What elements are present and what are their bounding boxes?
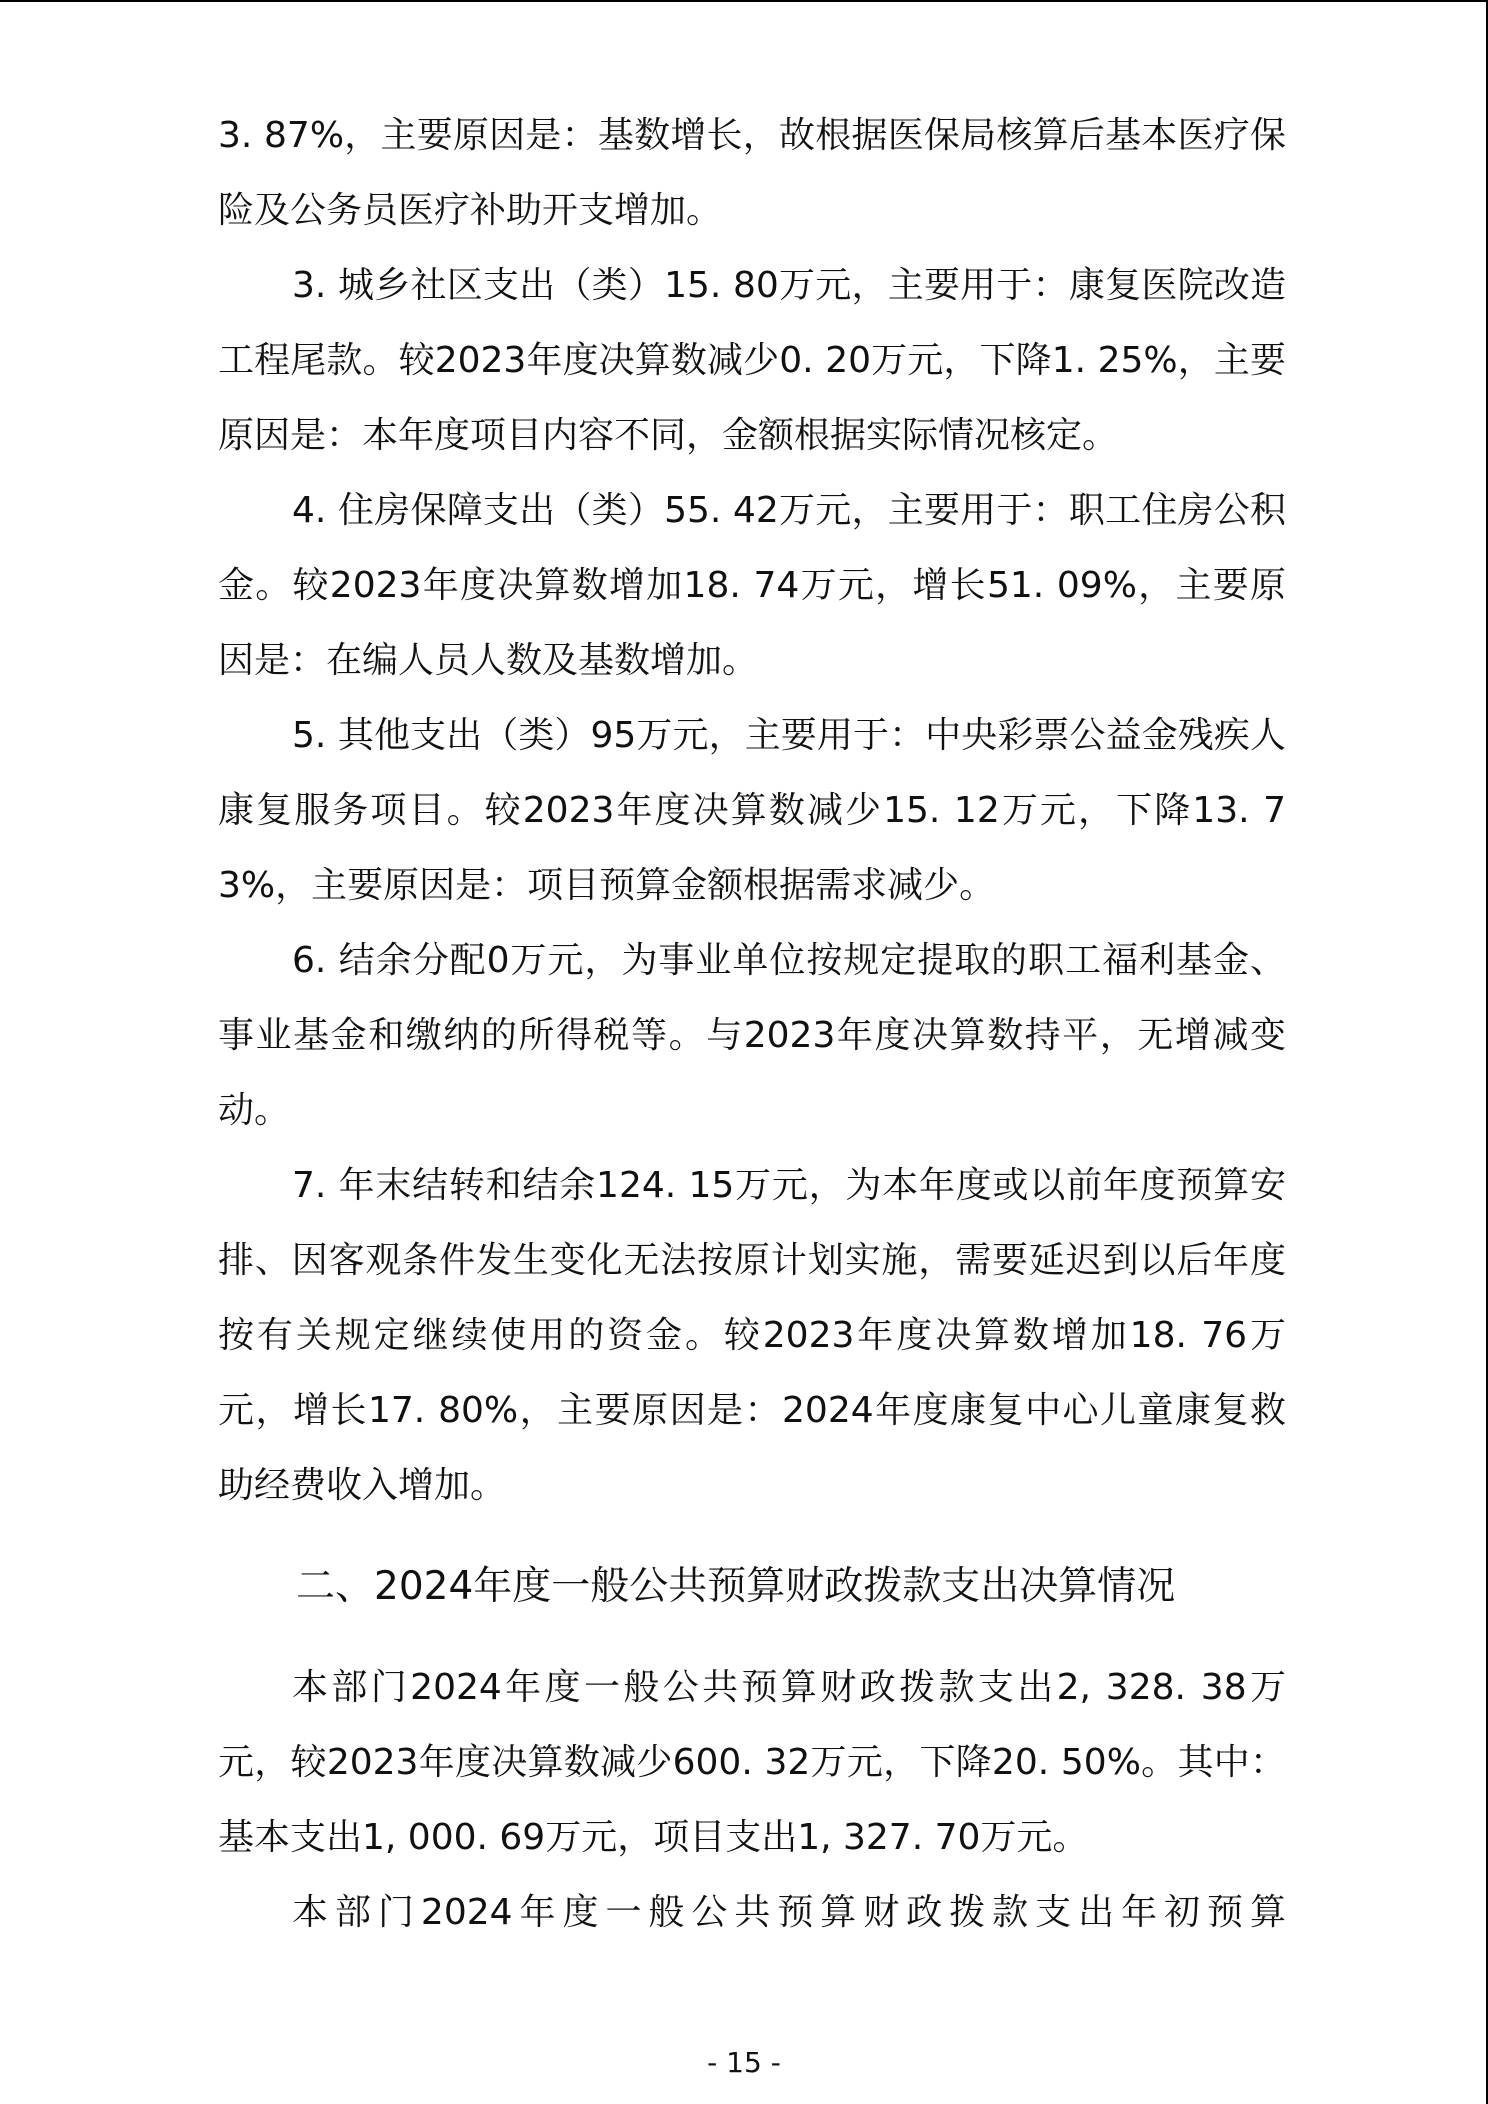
paragraph-surplus-distribution: 6. 结余分配0万元，为事业单位按规定提取的职工福利基金、事业基金和缴纳的所得税等。与2023年度决算数持平，无增减变动。 xyxy=(218,940,1286,1131)
page-border-top xyxy=(0,0,1488,2)
paragraph-urban-rural-community: 3. 城乡社区支出（类）15. 80万元，主要用于：康复医院改造工程尾款。较2023年度决算数减少0. 20万元，下降1. 25%，主要原因是：本年度项目内容不同，金额根据实际情况核定。 xyxy=(218,265,1286,456)
section-heading: 二、2024年度一般公共预算财政拨款支出决算情况 xyxy=(296,1564,1176,1609)
paragraph-continued: 3. 87%，主要原因是：基数增长，故根据医保局核算后基本医疗保险及公务员医疗补助开支增加。 xyxy=(218,115,1286,231)
paragraph-year-end-carryover: 7. 年末结转和结余124. 15万元，为本年度或以前年度预算安排、因客观条件发生变化无法按原计划实施，需要延迟到以后年度按有关规定继续使用的资金。较2023年度决算数增加18. 76万元，增长17. 80%，主要原因是：2024年度康复中心儿童康复救助经费收入增加。 xyxy=(218,1165,1286,1506)
paragraph-general-budget-expenditure: 本部门2024年度一般公共预算财政拨款支出2, 328. 38万元，较2023年度决算数减少600. 32万元，下降20. 50%。其中：基本支出1, 000. 69万元，项目支出1, 327. 70万元。 xyxy=(218,1667,1286,1858)
paragraph-housing-security: 4. 住房保障支出（类）55. 42万元，主要用于：职工住房公积金。较2023年度决算数增加18. 74万元，增长51. 09%，主要原因是：在编人员人数及基数增加。 xyxy=(218,490,1286,681)
page-number: - 15 - xyxy=(707,2046,781,2079)
paragraph-other-expenditure: 5. 其他支出（类）95万元，主要用于：中央彩票公益金残疾人康复服务项目。较2023年度决算数减少15. 12万元，下降13. 73%，主要原因是：项目预算金额根据需求减少。 xyxy=(218,715,1286,906)
paragraph-initial-budget: 本部门2024年度一般公共预算财政拨款支出年初预算 xyxy=(292,1892,1286,1933)
document-body xyxy=(218,98,1286,1950)
